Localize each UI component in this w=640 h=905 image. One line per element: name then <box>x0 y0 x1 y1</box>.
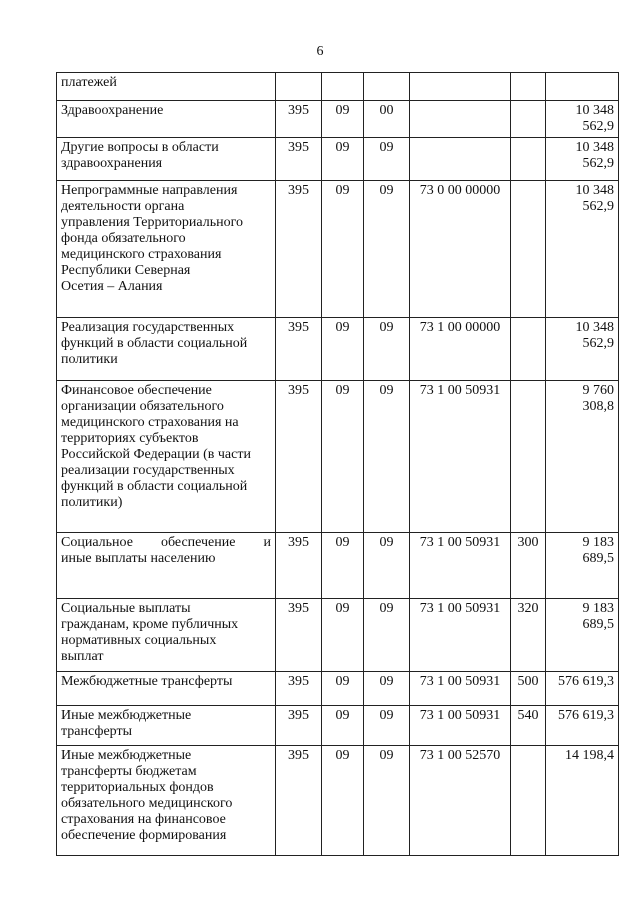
table-row <box>57 318 619 381</box>
grbs-code-cell: 395 <box>276 101 322 138</box>
table-row <box>57 672 619 706</box>
expense-type-cell: 320 <box>511 599 546 672</box>
expense-type-cell: 500 <box>511 672 546 706</box>
item-name-line: медицинского страхования <box>61 247 222 262</box>
grbs-code-cell <box>276 73 322 101</box>
target-article-cell <box>410 138 511 181</box>
table-row <box>57 746 619 856</box>
grbs-code-cell: 395 <box>276 318 322 381</box>
item-name-line: обязательного медицинского <box>61 796 233 811</box>
expense-type-cell <box>511 138 546 181</box>
target-article-cell: 73 1 00 50931 <box>410 706 511 746</box>
item-name-cell <box>57 533 276 599</box>
section-code-cell: 09 <box>322 381 364 533</box>
section-code-cell: 09 <box>322 672 364 706</box>
item-name-line: деятельности органа <box>61 199 185 214</box>
section-code-cell: 09 <box>322 181 364 318</box>
section-code-cell: 09 <box>322 101 364 138</box>
item-name-line: трансферты бюджетам <box>61 764 197 779</box>
target-article-cell: 73 1 00 52570 <box>410 746 511 856</box>
expense-type-cell: 540 <box>511 706 546 746</box>
item-name-line: территориальных фондов <box>61 780 214 795</box>
item-name-line: Иные межбюджетные <box>61 708 192 723</box>
target-article-cell: 73 1 00 50931 <box>410 672 511 706</box>
expense-type-cell <box>511 101 546 138</box>
item-name-cell <box>57 101 276 138</box>
subsection-code-cell: 09 <box>364 672 410 706</box>
item-name-line: трансферты <box>61 724 133 739</box>
target-article-cell: 73 1 00 50931 <box>410 533 511 599</box>
table-row <box>57 101 619 138</box>
subsection-code-cell: 09 <box>364 599 410 672</box>
grbs-code-cell: 395 <box>276 181 322 318</box>
expense-type-cell <box>511 746 546 856</box>
amount-cell <box>546 73 619 101</box>
item-name-line: политики) <box>61 495 123 510</box>
grbs-code-cell: 395 <box>276 706 322 746</box>
item-name-line: Межбюджетные трансферты <box>61 674 233 689</box>
expense-type-cell: 300 <box>511 533 546 599</box>
item-name-cell <box>57 138 276 181</box>
section-code-cell <box>322 73 364 101</box>
section-code-cell: 09 <box>322 138 364 181</box>
target-article-cell: 73 1 00 00000 <box>410 318 511 381</box>
section-code-cell: 09 <box>322 746 364 856</box>
grbs-code-cell: 395 <box>276 746 322 856</box>
item-name-cell <box>57 746 276 856</box>
item-name-cell <box>57 73 276 101</box>
amount-cell: 576 619,3 <box>546 672 619 706</box>
table-row <box>57 533 619 599</box>
item-name-cell <box>57 672 276 706</box>
item-name-line: территориях субъектов <box>61 431 199 446</box>
grbs-code-cell: 395 <box>276 599 322 672</box>
subsection-code-cell: 09 <box>364 533 410 599</box>
item-name-line: Социальные выплаты <box>61 601 191 616</box>
amount-cell: 9 183 689,5 <box>546 599 619 672</box>
item-name-line: функций в области социальной <box>61 479 248 494</box>
item-name-line: реализации государственных <box>61 463 235 478</box>
item-name-line: иные выплаты населению <box>61 551 216 566</box>
section-code-cell: 09 <box>322 318 364 381</box>
section-code-cell: 09 <box>322 533 364 599</box>
subsection-code-cell: 09 <box>364 381 410 533</box>
target-article-cell: 73 1 00 50931 <box>410 381 511 533</box>
item-name-line: Республики Северная <box>61 263 191 278</box>
subsection-code-cell: 09 <box>364 318 410 381</box>
item-name-line: медицинского страхования на <box>61 415 239 430</box>
amount-cell: 10 348 562,9 <box>546 138 619 181</box>
item-name-cell <box>57 599 276 672</box>
item-name-line: нормативных социальных <box>61 633 217 648</box>
item-name-line: фонда обязательного <box>61 231 186 246</box>
amount-cell: 10 348 562,9 <box>546 101 619 138</box>
expense-type-cell <box>511 181 546 318</box>
subsection-code-cell: 09 <box>364 746 410 856</box>
target-article-cell <box>410 73 511 101</box>
item-name-line: Другие вопросы в области <box>61 140 219 155</box>
amount-cell: 14 198,4 <box>546 746 619 856</box>
amount-cell: 9 183 689,5 <box>546 533 619 599</box>
item-name-line: выплат <box>61 649 104 664</box>
amount-cell: 10 348 562,9 <box>546 181 619 318</box>
amount-cell: 576 619,3 <box>546 706 619 746</box>
item-name-line: Реализация государственных <box>61 320 235 335</box>
item-name-cell <box>57 381 276 533</box>
subsection-code-cell <box>364 73 410 101</box>
expense-type-cell <box>511 381 546 533</box>
item-name-line: обеспечение формирования <box>61 828 227 843</box>
page-number: 6 <box>316 44 324 59</box>
subsection-code-cell: 09 <box>364 181 410 318</box>
subsection-code-cell: 09 <box>364 706 410 746</box>
target-article-cell <box>410 101 511 138</box>
budget-table <box>56 72 619 856</box>
item-name-line: гражданам, кроме публичных <box>61 617 239 632</box>
item-name-line: Иные межбюджетные <box>61 748 192 763</box>
item-name-line: Социальное обеспечение и <box>61 535 271 550</box>
subsection-code-cell: 09 <box>364 138 410 181</box>
grbs-code-cell: 395 <box>276 381 322 533</box>
subsection-code-cell: 00 <box>364 101 410 138</box>
table-row <box>57 73 619 101</box>
item-name-line: Осетия – Алания <box>61 279 163 294</box>
item-name-line: организации обязательного <box>61 399 224 414</box>
amount-cell: 10 348 562,9 <box>546 318 619 381</box>
item-name-line: политики <box>61 352 118 367</box>
grbs-code-cell: 395 <box>276 138 322 181</box>
expense-type-cell <box>511 73 546 101</box>
amount-cell: 9 760 308,8 <box>546 381 619 533</box>
table-row <box>57 599 619 672</box>
expense-type-cell <box>511 318 546 381</box>
item-name-line: здравоохранения <box>61 156 163 171</box>
item-name-line: Российской Федерации (в части <box>61 447 251 462</box>
table-row <box>57 138 619 181</box>
item-name-cell <box>57 318 276 381</box>
table-row <box>57 381 619 533</box>
table-row <box>57 181 619 318</box>
target-article-cell: 73 0 00 00000 <box>410 181 511 318</box>
item-name-line: функций в области социальной <box>61 336 248 351</box>
item-name-line: Здравоохранение <box>61 103 164 118</box>
section-code-cell: 09 <box>322 706 364 746</box>
grbs-code-cell: 395 <box>276 672 322 706</box>
section-code-cell: 09 <box>322 599 364 672</box>
table-row <box>57 706 619 746</box>
item-name-cell <box>57 181 276 318</box>
grbs-code-cell: 395 <box>276 533 322 599</box>
item-name-line: управления Территориального <box>61 215 243 230</box>
item-name-line: Непрограммные направления <box>61 183 238 198</box>
item-name-line: страхования на финансовое <box>61 812 226 827</box>
item-name-line: Финансовое обеспечение <box>61 383 212 398</box>
target-article-cell: 73 1 00 50931 <box>410 599 511 672</box>
item-name-cell <box>57 706 276 746</box>
item-name-line: платежей <box>61 75 117 90</box>
